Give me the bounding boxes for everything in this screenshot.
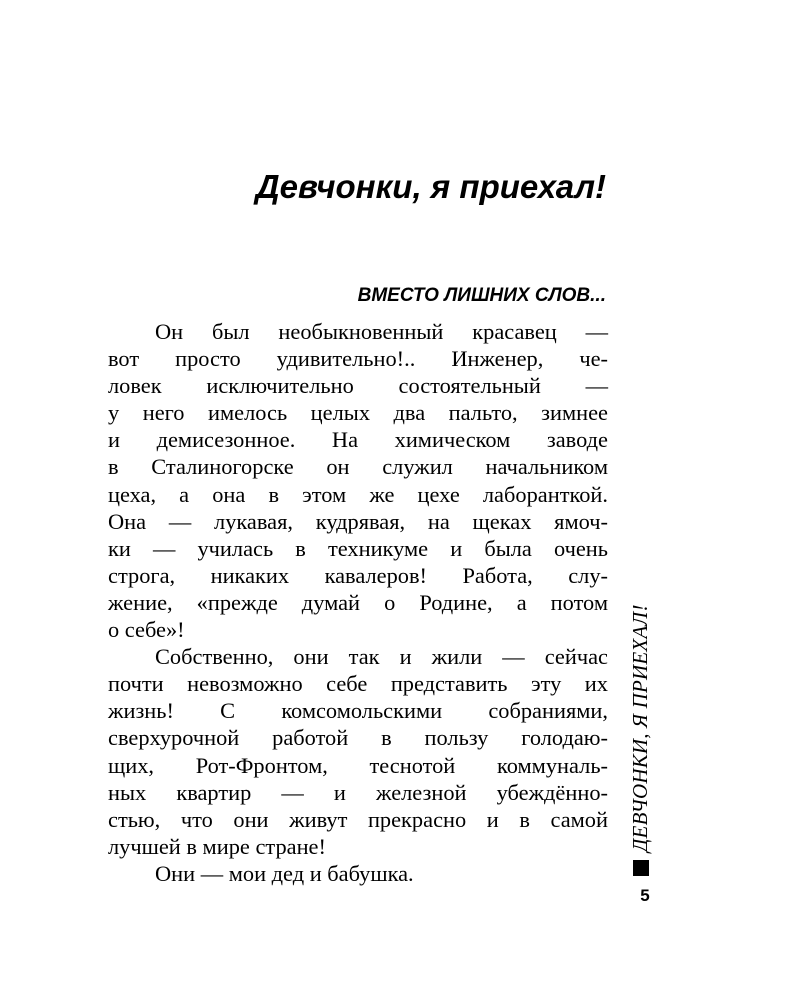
paragraph-line: строга, никаких кавалеров! Работа, слу- xyxy=(108,562,608,588)
paragraph-line: о себе»! xyxy=(108,617,185,643)
paragraph-line: Она — лукавая, кудрявая, на щеках ямоч- xyxy=(108,508,608,534)
paragraph-line: и демисезонное. На химическом заводе xyxy=(108,427,608,453)
paragraph-line: Они — мои дед и бабушка. xyxy=(155,860,414,886)
paragraph-line: почти невозможно себе представить эту их xyxy=(108,671,608,697)
paragraph-line: жизнь! С комсомольскими собраниями, xyxy=(108,698,608,724)
paragraph-line: Собственно, они так и жили — сейчас xyxy=(155,644,608,670)
square-marker-icon xyxy=(633,860,649,876)
paragraph-line: щих, Рот-Фронтом, теснотой коммуналь- xyxy=(108,752,608,778)
paragraph-line: цеха, а она в этом же цехе лаборанткой. xyxy=(108,481,608,507)
paragraph-line: ных квартир — и железной убеждённо- xyxy=(108,779,608,805)
paragraph-line: в Сталиногорске он служил начальником xyxy=(108,454,608,480)
paragraph-line: жение, «прежде думай о Родине, а потом xyxy=(108,589,608,615)
paragraph-line: сверхурочной работой в пользу голодаю- xyxy=(108,725,608,751)
paragraph-line: лучшей в мире стране! xyxy=(108,833,326,859)
paragraph-line: Он был необыкновенный красавец — xyxy=(155,319,608,344)
section-title: ВМЕСТО ЛИШНИХ СЛОВ... xyxy=(357,285,606,306)
paragraph-line: ловек исключительно состоятельный — xyxy=(108,373,608,399)
running-head: ДЕВЧОНКИ, Я ПРИЕХАЛ! xyxy=(628,604,652,852)
body-text xyxy=(108,318,608,887)
paragraph-line: вот просто удивительно!.. Инженер, че- xyxy=(108,346,608,372)
paragraph-line: у него имелось целых два пальто, зимнее xyxy=(108,400,608,426)
paragraph-line: ки — училась в техникуме и была очень xyxy=(108,535,608,561)
chapter-title: Девчонки, я приехал! xyxy=(255,168,606,205)
page-number: 5 xyxy=(640,886,650,905)
paragraph-line: стью, что они живут прекрасно и в самой xyxy=(108,806,608,832)
